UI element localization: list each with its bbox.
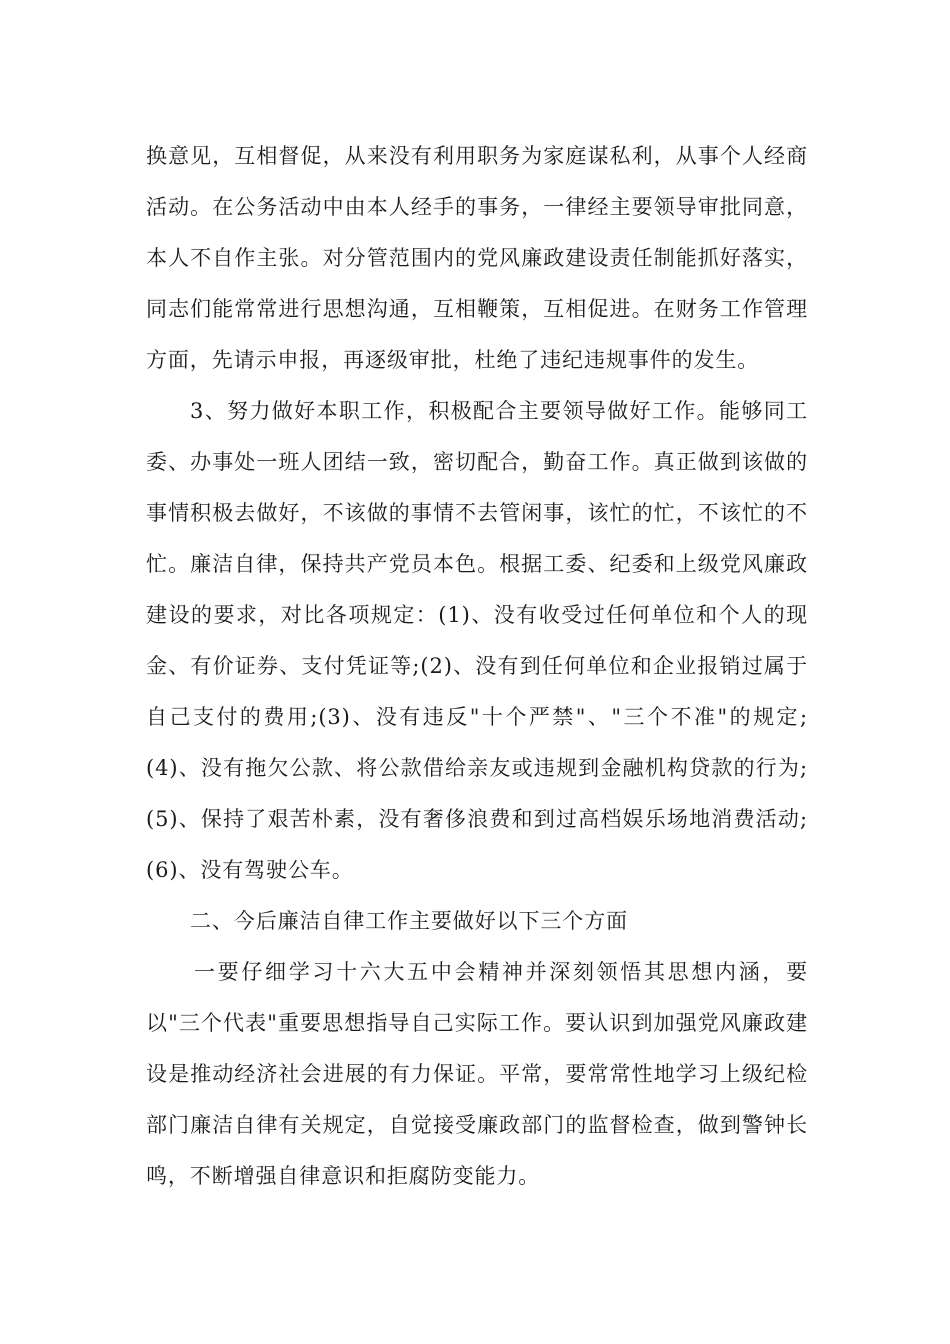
paragraph-continuation: 换意见，互相督促，从来没有利用职务为家庭谋私利，从事个人经商活动。在公务活动中由本人经手的事务，一律经主要领导审批同意，本人不自作主张。对分管范围内的党风廉政建设责任制能抓好落实，同志们能常常进行思想沟通，互相鞭策，互相促进。在财务工作管理方面，先请示申报，再逐级审批，杜绝了违纪违规事件的发生。 (146, 144, 808, 372)
document-body (146, 131, 808, 1202)
paragraph-item-3: 3、努力做好本职工作，积极配合主要领导做好工作。能够同工委、办事处一班人团结一致，密切配合，勤奋工作。真正做到该做的事情积极去做好，不该做的事情不去管闲事，该忙的忙，不该忙的不忙。廉洁自律，保持共产党员本色。根据工委、纪委和上级党风廉政建设的要求，对比各项规定：(1)、没有收受过任何单位和个人的现金、有价证券、支付凭证等;(2)、没有到任何单位和企业报销过属于自己支付的费用;(3)、没有违反"十个严禁"、"三个不准"的规定;(4)、没有拖欠公款、将公款借给亲友或违规到金融机构贷款的行为;(5)、保持了艰苦朴素，没有奢侈浪费和到过高档娱乐场地消费活动;(6)、没有驾驶公车。 (146, 399, 808, 882)
section-heading-2: 二、今后廉洁自律工作主要做好以下三个方面 (190, 909, 628, 933)
paragraph-point-1: 一要仔细学习十六大五中会精神并深刻领悟其思想内涵，要以"三个代表"重要思想指导自己实际工作。要认识到加强党风廉政建设是推动经济社会进展的有力保证。平常，要常常性地学习上级纪检部门廉洁自律有关规定，自觉接受廉政部门的监督检查，做到警钟长鸣，不断增强自律意识和拒腐防变能力。 (146, 960, 808, 1188)
